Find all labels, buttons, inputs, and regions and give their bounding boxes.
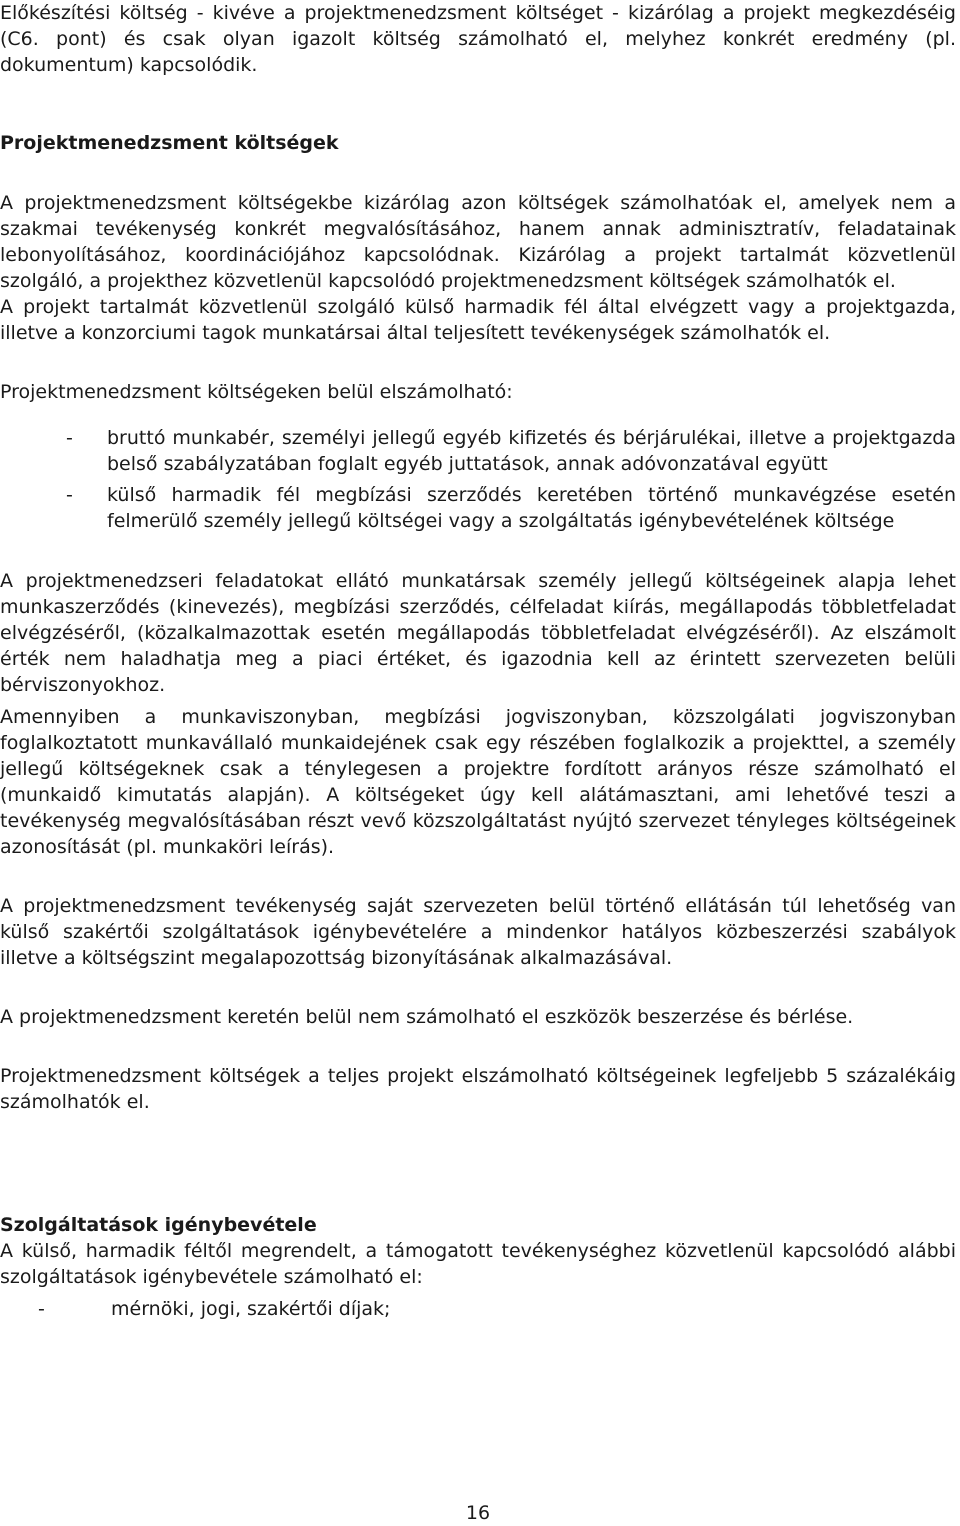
services-list bbox=[0, 1296, 956, 1322]
services-paragraph: A külső, harmadik féltől megrendelt, a támogatott tevékenységhez közvetlenül kapcsolódó alábbi szolgáltatások igénybevétele számolható el: bbox=[0, 1240, 956, 1288]
pm-paragraph-5: A projektmenedzsment tevékenység saját szervezeten belül történő ellátásán túl lehetőség van külső szakértői szolgáltatások igénybevételére a mindenkor hatályos közbeszerzési szabályok illetve a költségszint megalapozottság bizonyításának alkalmazásával. bbox=[0, 895, 956, 969]
list-item bbox=[0, 482, 956, 534]
list-dash: - bbox=[38, 1298, 45, 1320]
list-item bbox=[0, 425, 956, 477]
pm-paragraph-4: Amennyiben a munkaviszonyban, megbízási jogviszonyban, közszolgálati jogviszonyban foglalkoztatott munkavállaló munkaidejének csak egy részében foglalkozik a projekttel, a személy jellegű költségeknek csak a ténylegesen a projektre fordított arányos része számolható el (munkaidő kimutatás alapján). A költségeket úgy kell alátámasztani, ami lehetővé teszi a tevékenység megvalósításában részt vevő közszolgáltatást nyújtó szervezet tényleges költségeinek azonosítását (pl. munkaköri leírás). bbox=[0, 706, 956, 858]
pm-paragraph-6: A projektmenedzsment keretén belül nem számolható el eszközök beszerzése és bérlése. bbox=[0, 1006, 854, 1028]
list-dash: - bbox=[66, 484, 73, 506]
pm-heading: Projektmenedzsment költségek bbox=[0, 132, 339, 154]
list-item-text: mérnöki, jogi, szakértői díjak; bbox=[111, 1298, 391, 1320]
list-item-text: bruttó munkabér, személyi jellegű egyéb kifizetés és bérjárulékai, illetve a projektgazda belső szabályzatában foglalt egyéb juttatások, annak adóvonzatával együtt bbox=[107, 427, 956, 475]
pm-eligible-list bbox=[0, 425, 956, 534]
services-heading: Szolgáltatások igénybevétele bbox=[0, 1214, 317, 1236]
intro-paragraph: Előkészítési költség - kivéve a projektmenedzsment költséget - kizárólag a projekt megkezdéséig (C6. pont) és csak olyan igazolt költség számolható el, melyhez konkrét eredmény (pl. dokumentum) kapcsolódik. bbox=[0, 2, 956, 76]
pm-paragraph-7: Projektmenedzsment költségek a teljes projekt elszámolható költségeinek legfeljebb 5 százalékáig számolhatók el. bbox=[0, 1065, 956, 1113]
pm-paragraph-1: A projektmenedzsment költségekbe kizárólag azon költségek számolhatóak el, amelyek nem a szakmai tevékenység konkrét megvalósításához, hanem annak adminisztratív, feladatainak lebonyolításához, koordinációjához kapcsolódnak. Kizárólag a projekt tartalmát közvetlenül szolgáló, a projekthez közvetlenül kapcsolódó projektmenedzsment költségek számolhatók el. bbox=[0, 192, 956, 292]
list-dash: - bbox=[66, 427, 73, 449]
pm-paragraph-2: A projekt tartalmát közvetlenül szolgáló külső harmadik fél által elvégzett vagy a projektgazda, illetve a konzorciumi tagok munkatársai által teljesített tevékenységek számolhatók el. bbox=[0, 296, 956, 344]
list-item-text: külső harmadik fél megbízási szerződés keretében történő munkavégzése esetén felmerülő személy jellegű költségei vagy a szolgáltatás igénybevételének költsége bbox=[107, 484, 956, 532]
list-item bbox=[0, 1296, 956, 1322]
page-number: 16 bbox=[465, 1502, 491, 1524]
pm-paragraph-3: A projektmenedzseri feladatokat ellátó munkatársak személy jellegű költségeinek alapja lehet munkaszerződés (kinevezés), megbízási szerződés, célfeladat kiírás, megállapodás többletfeladat elvégzéséről, (közalkalmazottak esetén megállapodás többletfeladat elvégzéséről). Az elszámolt érték nem haladhatja meg a piaci értéket, és igazodnia kell az érintett szervezeten belüli bérviszonyokhoz. bbox=[0, 570, 956, 696]
pm-list-intro: Projektmenedzsment költségeken belül elszámolható: bbox=[0, 381, 513, 403]
